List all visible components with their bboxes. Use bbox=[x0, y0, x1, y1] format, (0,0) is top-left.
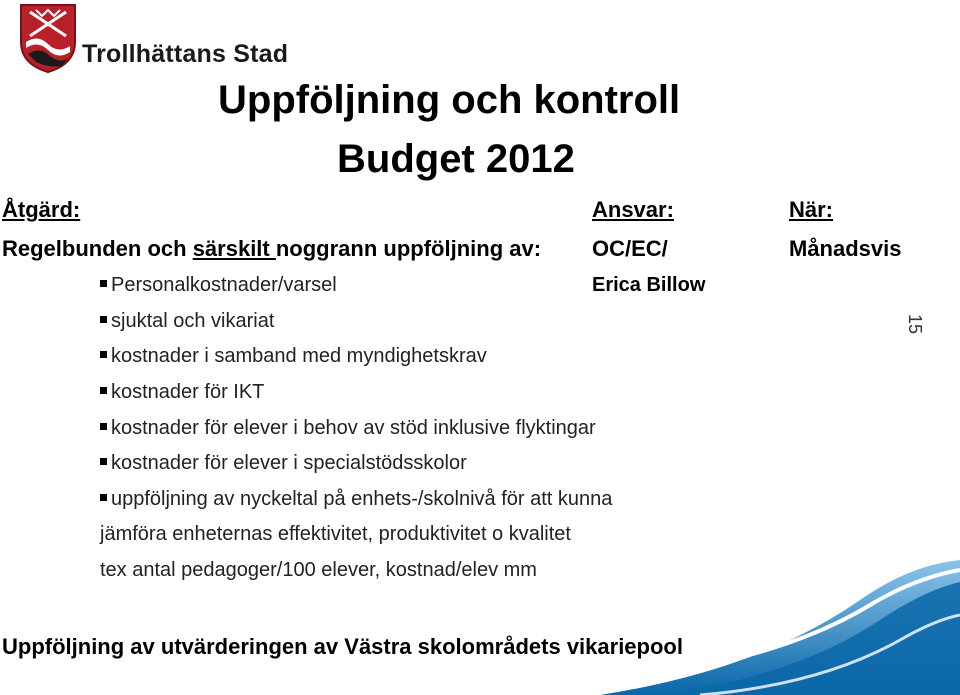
bullet-icon bbox=[100, 387, 107, 394]
list-item: uppföljning av nyckeltal på enhets-/skolnivå för att kunna bbox=[100, 489, 612, 509]
continuation-line: jämföra enheternas effektivitet, produktivitet o kvalitet bbox=[100, 523, 571, 545]
main-when: Månadsvis bbox=[789, 236, 902, 261]
header-action: Åtgärd: bbox=[2, 197, 81, 222]
title-line-2: Budget 2012 bbox=[337, 137, 575, 181]
list-item: kostnader för IKT bbox=[100, 382, 264, 402]
bullet-icon bbox=[100, 316, 107, 323]
list-item: kostnader för elever i specialstödsskolor bbox=[100, 453, 467, 473]
bullet-icon bbox=[100, 458, 107, 465]
bullet-icon bbox=[100, 351, 107, 358]
main-action-underlined: särskilt bbox=[192, 236, 276, 261]
continuation-line: tex antal pedagoger/100 elever, kostnad/elev mm bbox=[100, 559, 537, 581]
list-item: kostnader för elever i behov av stöd inklusive flyktingar bbox=[100, 418, 596, 438]
bullet-icon bbox=[100, 280, 107, 287]
main-action-part-1: Regelbunden och bbox=[2, 236, 193, 261]
main-responsible: OC/EC/ bbox=[592, 236, 668, 261]
page-number: 15 bbox=[905, 314, 925, 335]
bullet-icon bbox=[100, 494, 107, 501]
coat-of-arms-icon bbox=[18, 2, 78, 74]
decorative-wave-icon bbox=[560, 560, 960, 695]
main-action-part-2: noggrann uppföljning av: bbox=[275, 236, 542, 261]
footer-text: Uppföljning av utvärderingen av Västra skolområdets vikariepool bbox=[2, 634, 683, 659]
title-line-1: Uppföljning och kontroll bbox=[218, 78, 681, 122]
header-when: När: bbox=[789, 197, 834, 222]
header-responsible: Ansvar: bbox=[592, 197, 674, 222]
responsible-name: Erica Billow bbox=[592, 274, 706, 296]
logo-text: Trollhättans Stad bbox=[82, 40, 289, 68]
main-action-text bbox=[2, 238, 541, 260]
bullet-icon bbox=[100, 423, 107, 430]
list-item: sjuktal och vikariat bbox=[100, 311, 274, 331]
list-item: Personalkostnader/varsel bbox=[100, 275, 337, 295]
list-item: kostnader i samband med myndighetskrav bbox=[100, 346, 487, 366]
